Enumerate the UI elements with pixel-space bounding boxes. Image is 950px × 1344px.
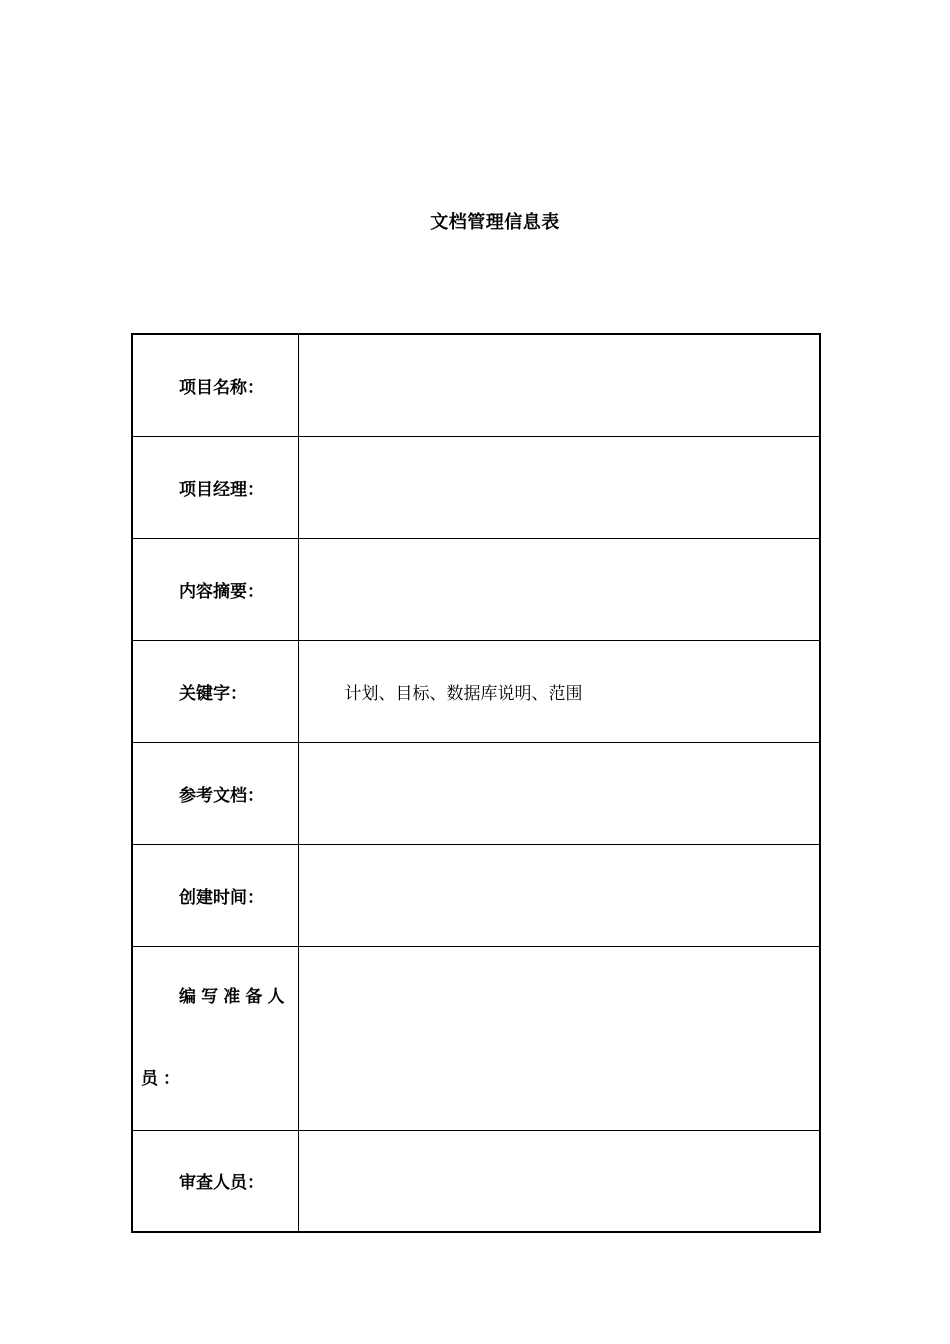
row-value-project-manager (298, 436, 820, 538)
row-value-created-time (298, 844, 820, 946)
row-label-references: 参考文档： (132, 742, 298, 844)
row-label-summary: 内容摘要： (132, 538, 298, 640)
row-value-authors (298, 946, 820, 1130)
row-value-summary (298, 538, 820, 640)
table-row-references (132, 742, 820, 844)
table-row-summary (132, 538, 820, 640)
document-info-table (131, 333, 821, 1233)
table-row-project-manager (132, 436, 820, 538)
row-value-keywords: 计划、目标、数据库说明、范围 (298, 640, 820, 742)
table-row-authors (132, 946, 820, 1130)
table-row-reviewers (132, 1130, 820, 1232)
document-title: 文档管理信息表 (430, 212, 560, 233)
row-label-authors: 编写准备人员： (132, 946, 298, 1130)
row-label-created-time: 创建时间： (132, 844, 298, 946)
row-label-reviewers: 审查人员： (132, 1130, 298, 1232)
table-row-project-name (132, 334, 820, 436)
row-value-reviewers (298, 1130, 820, 1232)
row-label-project-name: 项目名称： (132, 334, 298, 436)
table-row-keywords (132, 640, 820, 742)
row-value-references (298, 742, 820, 844)
row-label-keywords: 关键字： (132, 640, 298, 742)
row-value-project-name (298, 334, 820, 436)
row-label-project-manager: 项目经理： (132, 436, 298, 538)
table-row-created-time (132, 844, 820, 946)
